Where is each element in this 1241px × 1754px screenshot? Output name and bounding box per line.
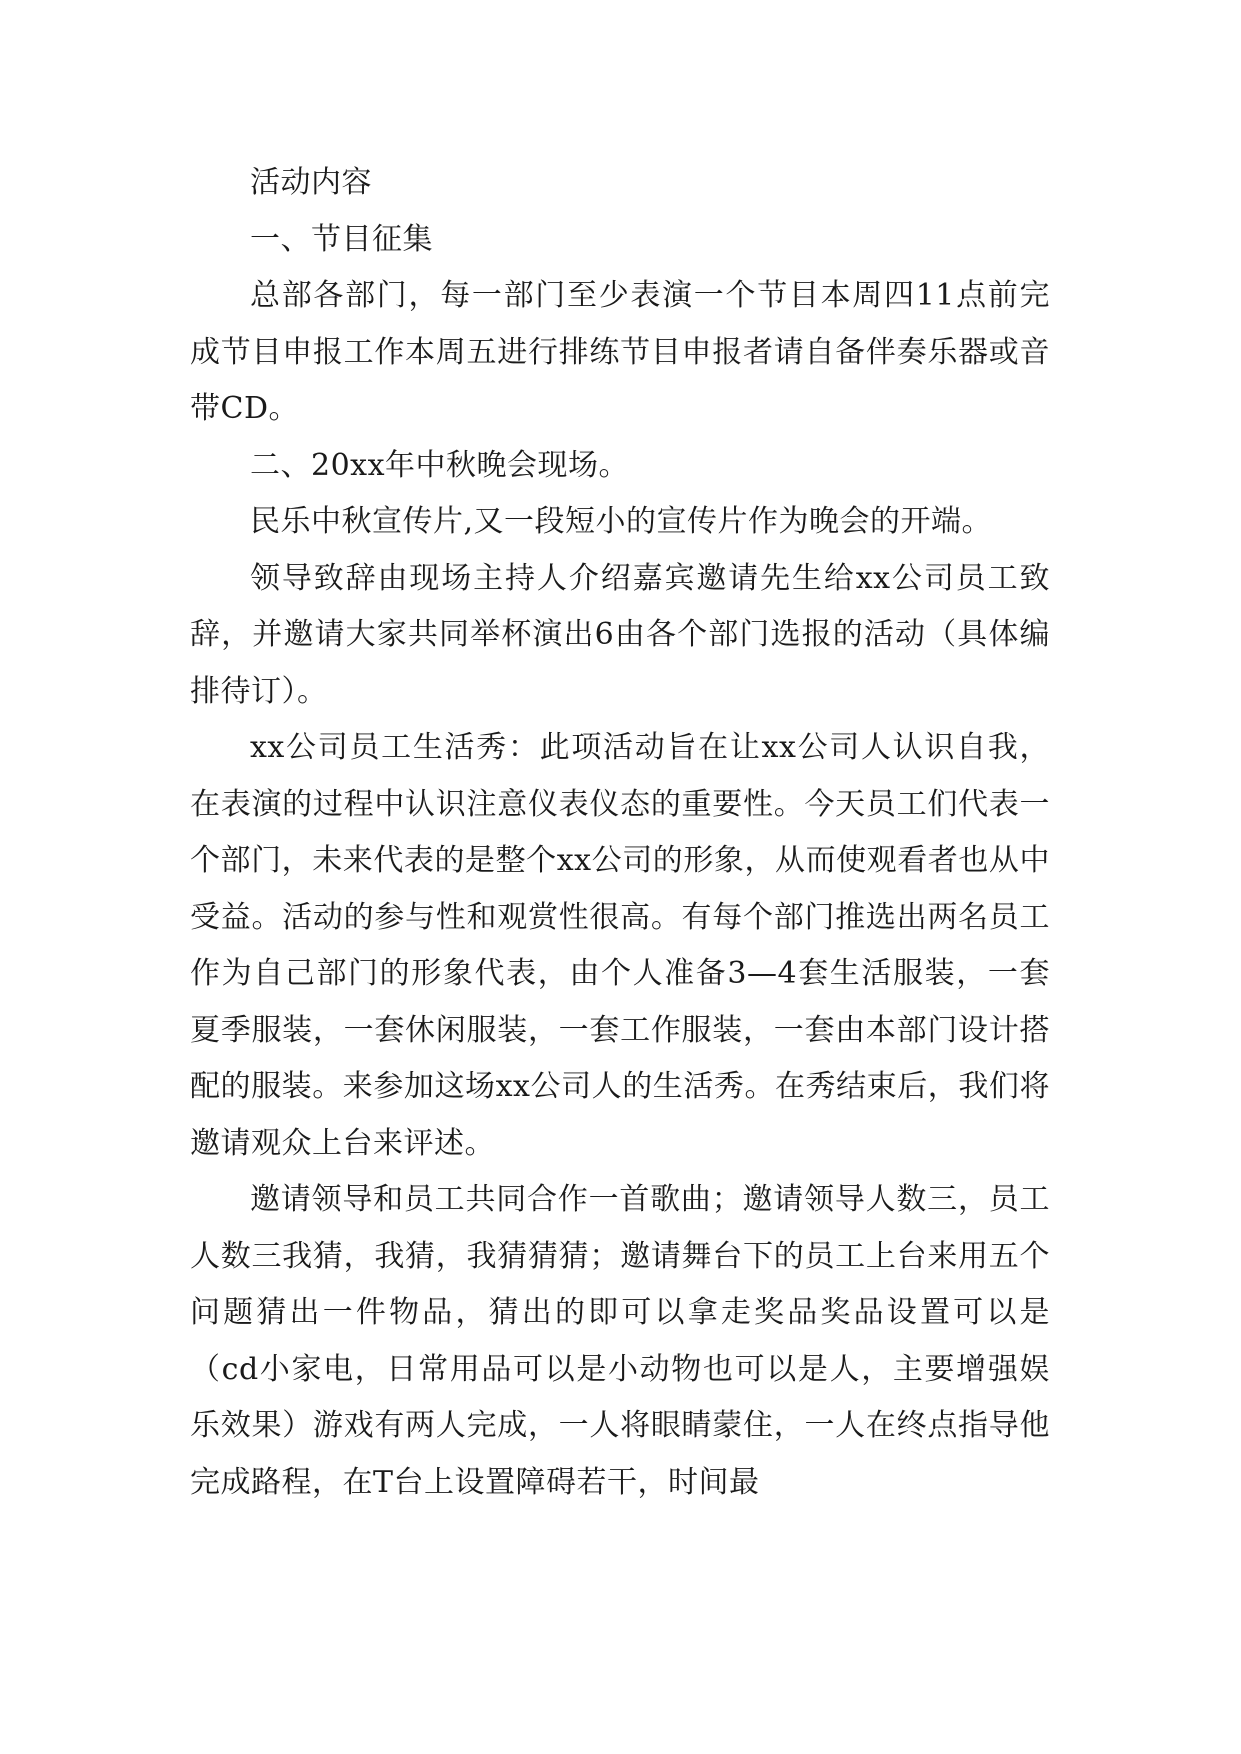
subheading-gala-scene: 二、20xx年中秋晚会现场。 — [250, 447, 630, 483]
paragraph-leader-speech: 领导致辞由现场主持人介绍嘉宾邀请先生给xx公司员工致辞，并邀请大家共同举杯演出6由各个部门选报的活动（具体编排待订）。 — [190, 560, 1050, 709]
document-body — [190, 155, 1050, 1511]
paragraph-program-collection: 总部各部门，每一部门至少表演一个节目本周四11点前完成节目申报工作本周五进行排练节目申报者请自备伴奏乐器或音带CD。 — [190, 278, 1050, 426]
paragraph-games: 邀请领导和员工共同合作一首歌曲；邀请领导人数三，员工人数三我猜，我猜，我猜猜猜；邀请舞台下的员工上台来用五个问题猜出一件物品，猜出的即可以拿走奖品奖品设置可以是（cd小家电，日常用品可以是小动物也可以是人，主要增强娱乐效果）游戏有两人完成，一人将眼睛蒙住，一人在终点指导他完成路程，在T台上设置障碍若干，时间最 — [190, 1182, 1050, 1500]
subheading-program-collection: 一、节目征集 — [250, 221, 433, 257]
paragraph-life-show: xx公司员工生活秀：此项活动旨在让xx公司人认识自我，在表演的过程中认识注意仪表仪态的重要性。今天员工们代表一个部门，未来代表的是整个xx公司的形象，从而使观看者也从中受益。活动的参与性和观赏性很高。有每个部门推选出两名员工作为自己部门的形象代表，由个人准备3—4套生活服装，一套夏季服装，一套休闲服装，一套工作服装，一套由本部门设计搭配的服装。来参加这场xx公司人的生活秀。在秀结束后，我们将邀请观众上台来评述。 — [190, 730, 1050, 1161]
paragraph-promo-film: 民乐中秋宣传片,又一段短小的宣传片作为晚会的开端。 — [250, 504, 993, 539]
section-heading-activity-content: 活动内容 — [250, 165, 372, 200]
